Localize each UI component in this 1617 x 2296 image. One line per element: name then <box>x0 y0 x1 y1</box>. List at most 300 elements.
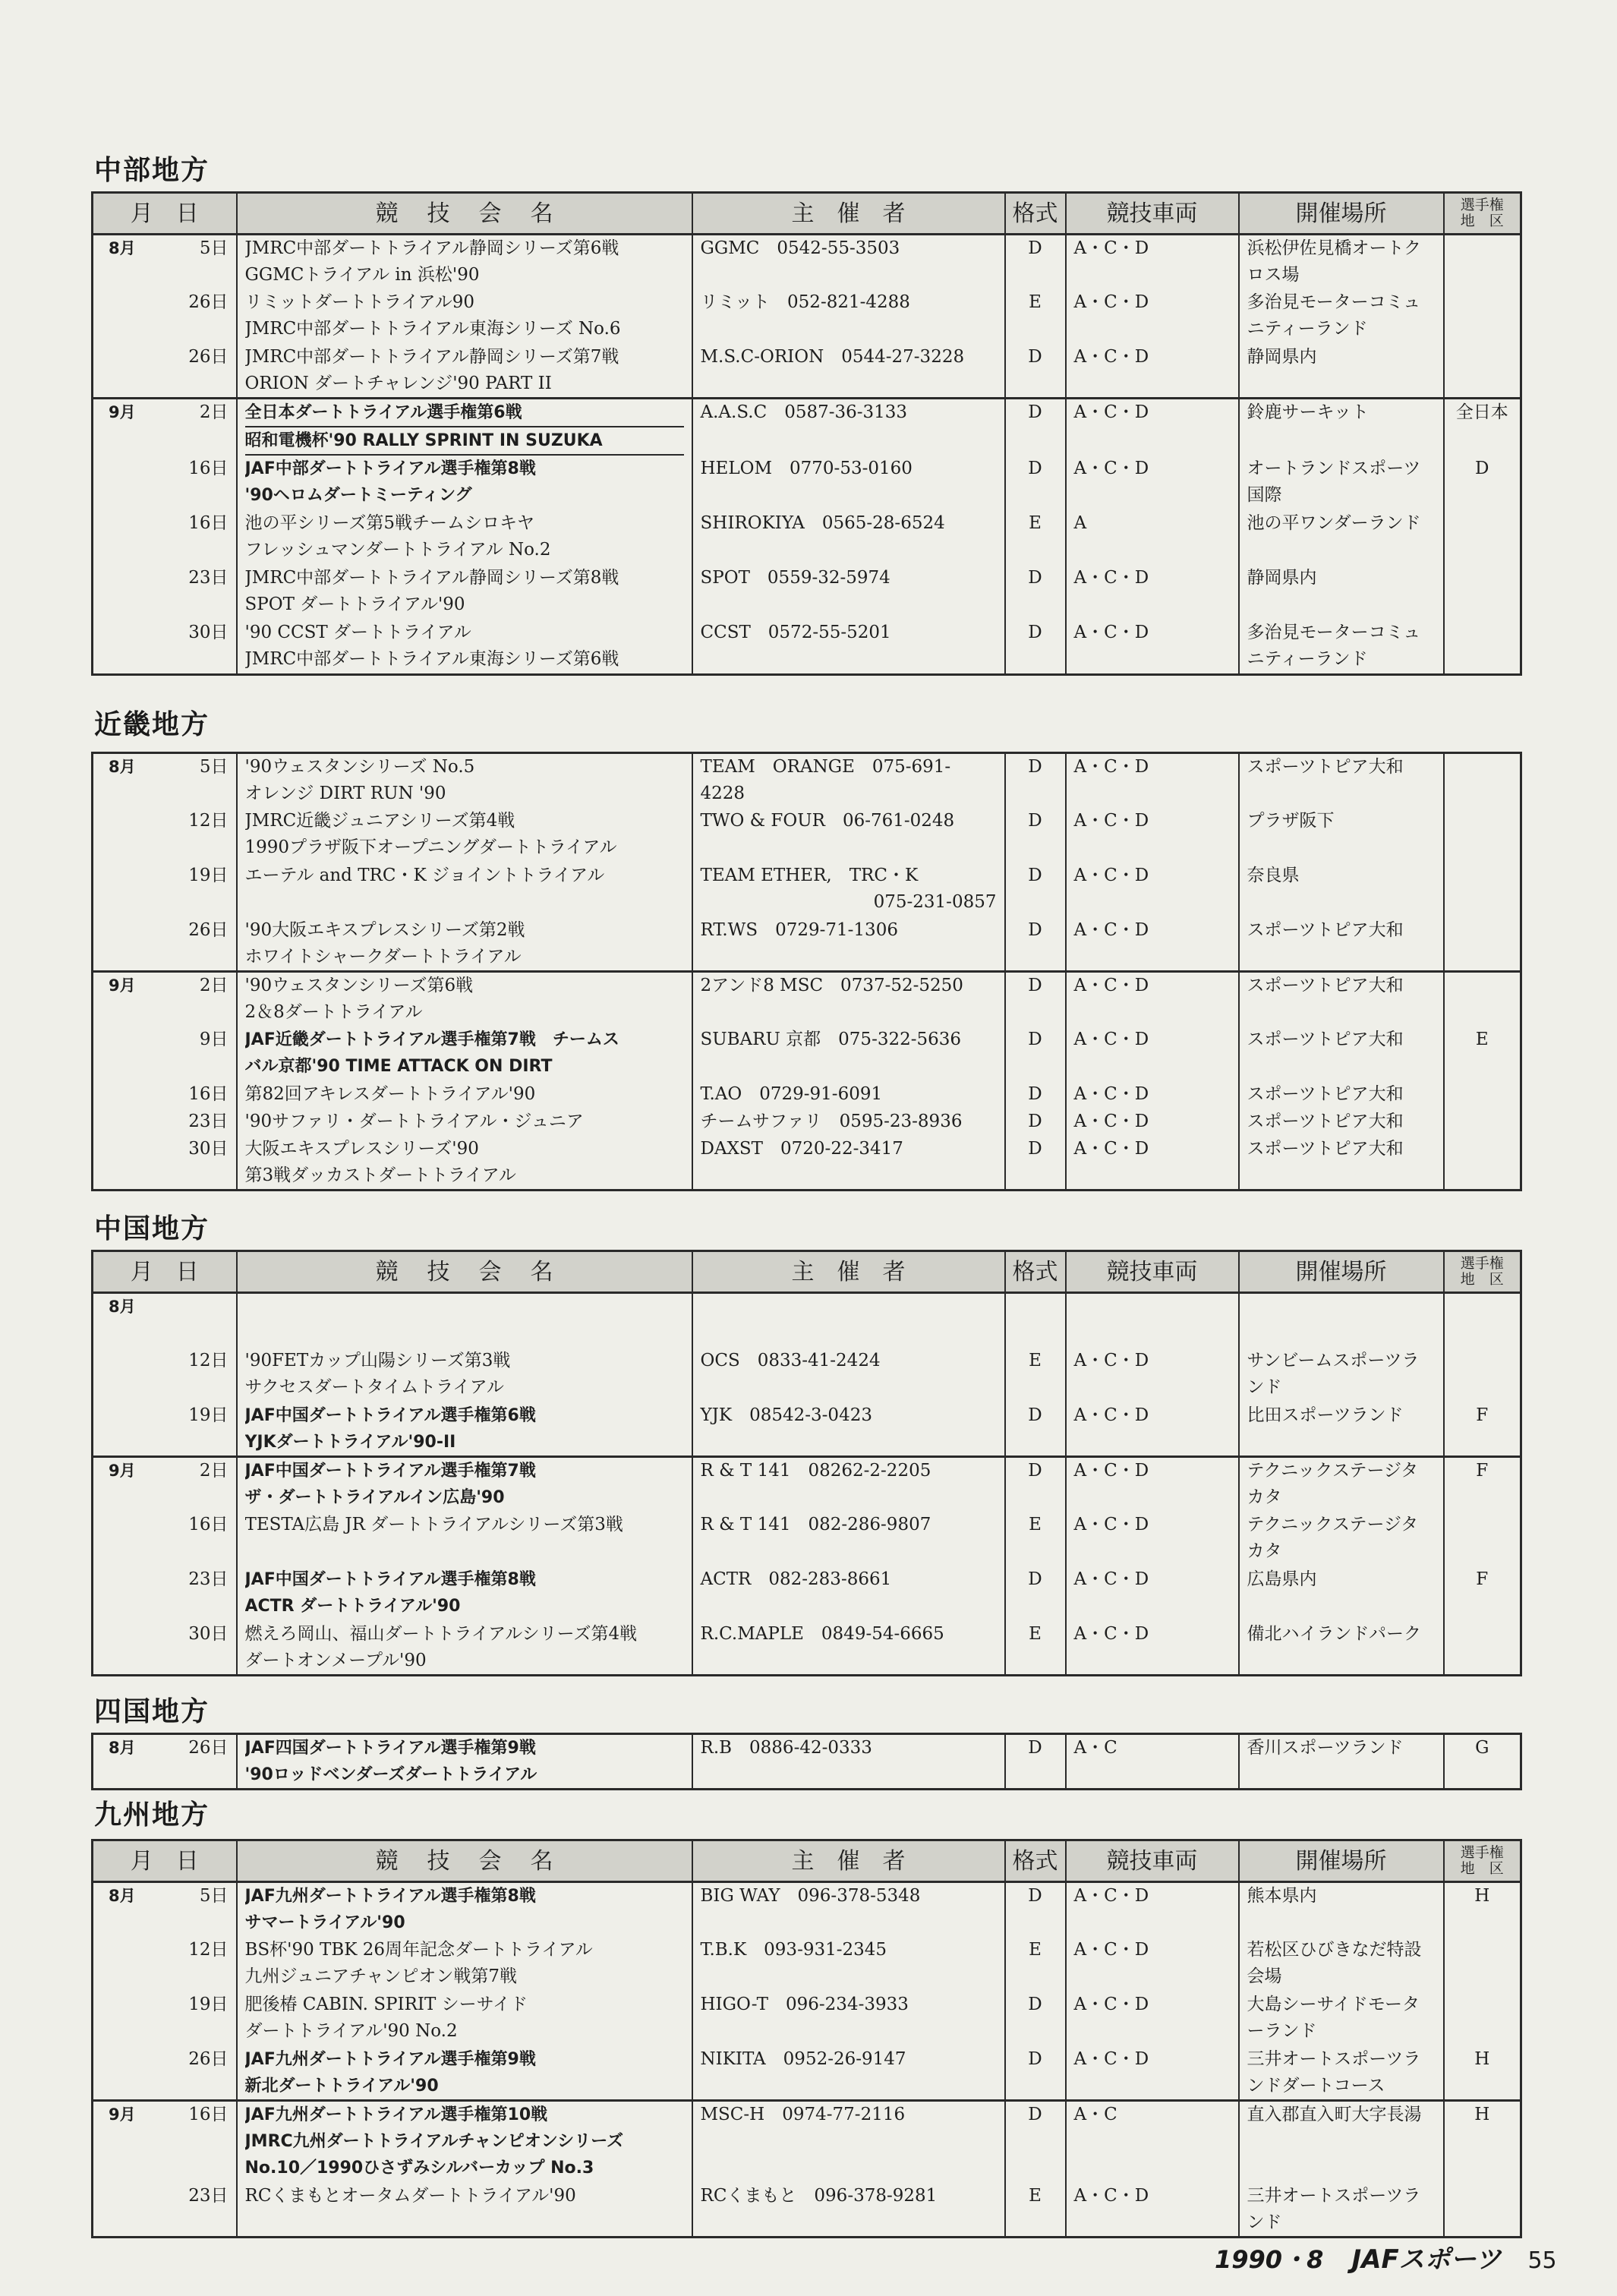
venue-cell: 多治見モーターコミュニティーランド <box>1239 289 1444 344</box>
event-name-line: サマートライアル'90 <box>244 1913 405 1932</box>
table-row <box>93 1402 1521 1457</box>
header-format: 格式 <box>1005 1840 1066 1882</box>
format-cell: D <box>1005 1081 1066 1109</box>
organizer-line: R.B 0886-42-0333 <box>700 1738 872 1758</box>
event-name-line: ホワイトシャークダートトライアル <box>244 946 522 967</box>
vehicle-class-cell: A・C・D <box>1066 2046 1239 2101</box>
championship-region-cell <box>1444 1937 1521 1992</box>
event-name-line: ACTR ダートトライアル'90 <box>244 1596 461 1616</box>
event-name-line: '90大阪エキスプレスシリーズ第2戦 <box>244 919 525 940</box>
table-row <box>93 753 1521 808</box>
table-row <box>93 1109 1521 1136</box>
day-label: 19日 <box>188 865 229 885</box>
event-name-cell <box>237 1512 692 1566</box>
championship-region-cell: E <box>1444 1027 1521 1081</box>
championship-region-cell: H <box>1444 2046 1521 2101</box>
format-cell: E <box>1005 2183 1066 2238</box>
event-name-line: BS杯'90 TBK 26周年記念ダートトライアル <box>244 1939 593 1960</box>
day-label: 5日 <box>199 1886 229 1906</box>
vehicle-class-cell: A・C・D <box>1066 917 1239 972</box>
venue-cell: 若松区ひびきなだ特設会場 <box>1239 1937 1444 1992</box>
day-label: 26日 <box>188 2048 229 2069</box>
format-cell: D <box>1005 344 1066 399</box>
table-header <box>93 1251 1521 1293</box>
event-name-line: '90ウェスタンシリーズ第6戦 <box>244 976 474 995</box>
championship-region-cell: F <box>1444 1457 1521 1512</box>
region-title: 近畿地方 <box>94 709 210 740</box>
day-label: 5日 <box>199 757 229 777</box>
championship-region-cell <box>1444 344 1521 399</box>
event-name-line: オレンジ DIRT RUN '90 <box>244 784 446 803</box>
header-champ-line1: 選手権 <box>1460 1255 1504 1272</box>
header-event: 競技会名 <box>237 193 692 235</box>
format-cell: D <box>1005 2101 1066 2183</box>
format-cell: D <box>1005 620 1066 674</box>
day-label: 2日 <box>199 976 229 995</box>
championship-region-cell: 全日本 <box>1444 399 1521 456</box>
event-name-line: GGMCトライアル in 浜松'90 <box>244 265 480 285</box>
table-row <box>93 1937 1521 1992</box>
event-name-line: JMRC中部ダートトライアル静岡シリーズ第7戦 <box>244 346 619 367</box>
championship-region-cell <box>1444 565 1521 620</box>
header-vehicles: 競技車両 <box>1066 1251 1239 1293</box>
schedule-table <box>91 1839 1522 2238</box>
organizer-cell <box>692 1457 1005 1512</box>
table-row <box>93 1136 1521 1191</box>
format-cell: E <box>1005 1512 1066 1566</box>
venue-cell: 鈴鹿サーキット <box>1239 399 1444 456</box>
event-name-line: JMRC中部ダートトライアル東海シリーズ No.6 <box>244 318 621 339</box>
header-event: 競技会名 <box>237 1251 692 1293</box>
organizer-line: R & T 141 082-286-9807 <box>700 1514 931 1534</box>
organizer-line: SUBARU 京都 075-322-5636 <box>700 1029 962 1049</box>
schedule-table <box>91 191 1522 676</box>
venue-cell: 奈良県 <box>1239 863 1444 917</box>
table-row <box>93 1027 1521 1081</box>
table-row <box>93 863 1521 917</box>
header-vehicles: 競技車両 <box>1066 1840 1239 1882</box>
day-label: 23日 <box>188 2185 229 2206</box>
venue-cell: 静岡県内 <box>1239 344 1444 399</box>
day-label: 2日 <box>199 402 229 422</box>
championship-region-cell <box>1444 1512 1521 1566</box>
region-title: 中国地方 <box>94 1213 210 1244</box>
vehicle-class-cell: A・C・D <box>1066 565 1239 620</box>
event-name-line: リミットダートトライアル90 <box>244 292 475 312</box>
championship-region-cell <box>1444 1081 1521 1109</box>
organizer-line: HIGO-T 096-234-3933 <box>700 1994 909 2014</box>
championship-region-cell: F <box>1444 1566 1521 1621</box>
day-label: 12日 <box>188 1939 229 1960</box>
venue-cell: スポーツトピア大和 <box>1239 917 1444 972</box>
event-name-line: YJKダートトライアル'90-II <box>244 1432 456 1452</box>
championship-region-cell <box>1444 1293 1521 1348</box>
table-row <box>93 344 1521 399</box>
organizer-line: NIKITA 0952-26-9147 <box>700 2048 906 2069</box>
vehicle-class-cell: A・C・D <box>1066 1457 1239 1512</box>
event-name-cell <box>237 753 692 808</box>
date-cell <box>93 510 237 565</box>
header-organizer: 主 催 者 <box>692 193 1005 235</box>
table-header <box>93 193 1521 235</box>
day-label: 5日 <box>199 238 229 258</box>
date-cell <box>93 620 237 674</box>
vehicle-class-cell: A・C・D <box>1066 1027 1239 1081</box>
event-name-cell <box>237 1293 692 1348</box>
event-name-line: ザ・ダートトライアルイン広島'90 <box>244 1488 505 1507</box>
date-cell <box>93 1937 237 1992</box>
event-name-line: 全日本ダートトライアル選手権第6戦 <box>245 399 684 427</box>
organizer-cell <box>692 2183 1005 2238</box>
date-cell <box>93 235 237 289</box>
header-championship <box>1444 1840 1521 1882</box>
day-label: 23日 <box>188 568 229 588</box>
event-name-line: 燃えろ岡山、福山ダートトライアルシリーズ第4戦 <box>244 1623 638 1644</box>
date-cell <box>93 1293 237 1348</box>
organizer-line: T.B.K 093-931-2345 <box>700 1939 887 1960</box>
event-name-line: ORION ダートチャレンジ'90 PART II <box>244 373 552 393</box>
format-cell: D <box>1005 235 1066 289</box>
event-name-line: JAF九州ダートトライアル選手権第8戦 <box>244 1887 536 1906</box>
event-name-cell <box>237 1109 692 1136</box>
header-row <box>93 1840 1521 1882</box>
vehicle-class-cell: A・C・D <box>1066 1621 1239 1676</box>
venue-cell: 多治見モーターコミュニティーランド <box>1239 620 1444 674</box>
organizer-line: リミット 052-821-4288 <box>700 292 910 312</box>
venue-cell: 比田スポーツランド <box>1239 1402 1444 1457</box>
header-championship <box>1444 193 1521 235</box>
event-name-line: フレッシュマンダートトライアル No.2 <box>244 540 551 560</box>
table-row <box>93 2046 1521 2101</box>
event-name-cell <box>237 289 692 344</box>
format-cell: E <box>1005 1621 1066 1676</box>
organizer-line: RT.WS 0729-71-1306 <box>700 919 898 940</box>
day-label: 26日 <box>188 1738 229 1758</box>
date-cell <box>93 289 237 344</box>
vehicle-class-cell: A・C・D <box>1066 1512 1239 1566</box>
event-name-line: JAF近畿ダートトライアル選手権第7戦 チームス <box>244 1030 619 1049</box>
table-body <box>93 235 1521 675</box>
table-row <box>93 510 1521 565</box>
day-label: 23日 <box>188 1569 229 1589</box>
venue-cell: 備北ハイランドパーク <box>1239 1621 1444 1676</box>
vehicle-class-cell: A・C・D <box>1066 1566 1239 1621</box>
month-label: 8月 <box>109 1739 136 1757</box>
organizer-line: A.A.S.C 0587-36-3133 <box>700 402 908 422</box>
date-cell <box>93 2046 237 2101</box>
organizer-line: RCくまもと 096-378-9281 <box>700 2185 938 2206</box>
organizer-line: ACTR 082-283-8661 <box>700 1569 892 1589</box>
venue-cell: 直入郡直入町大字長湯 <box>1239 2101 1444 2183</box>
header-format: 格式 <box>1005 193 1066 235</box>
championship-region-cell <box>1444 1109 1521 1136</box>
event-name-line: ダートトライアル'90 No.2 <box>244 2020 458 2041</box>
organizer-cell <box>692 1027 1005 1081</box>
day-label: 30日 <box>188 623 229 642</box>
event-name-cell <box>237 972 692 1027</box>
venue-cell: 三井オートスポーツランド <box>1239 2183 1444 2238</box>
header-date: 月 日 <box>93 1840 237 1882</box>
date-cell <box>93 1081 237 1109</box>
event-name-line: JAF九州ダートトライアル選手権第10戦 <box>244 2105 548 2124</box>
event-name-line: エーテル and TRC・K ジョイントトライアル <box>244 865 605 885</box>
vehicle-class-cell: A・C・D <box>1066 863 1239 917</box>
organizer-line: 4228 <box>700 784 745 803</box>
venue-cell: 三井オートスポーツランドダートコース <box>1239 2046 1444 2101</box>
event-name-line: ダートオンメープル'90 <box>244 1650 427 1670</box>
championship-region-cell <box>1444 972 1521 1027</box>
date-cell <box>93 1402 237 1457</box>
event-name-line: '90ロッドベンダーズダートトライアル <box>244 1765 537 1784</box>
championship-region-cell: G <box>1444 1734 1521 1790</box>
championship-region-cell: H <box>1444 1882 1521 1937</box>
event-name-cell <box>237 620 692 674</box>
date-cell <box>93 1621 237 1676</box>
event-name-cell <box>237 1992 692 2046</box>
event-name-cell <box>237 863 692 917</box>
venue-cell: プラザ阪下 <box>1239 808 1444 863</box>
event-name-line: 池の平シリーズ第5戦チームシロキヤ <box>244 513 534 533</box>
venue-cell: スポーツトピア大和 <box>1239 1081 1444 1109</box>
event-name-line: バル京都'90 TIME ATTACK ON DIRT <box>244 1056 553 1076</box>
vehicle-class-cell: A・C <box>1066 1734 1239 1790</box>
event-name-line: 昭和電機杯'90 RALLY SPRINT IN SUZUKA <box>245 427 684 456</box>
table-row <box>93 1882 1521 1937</box>
format-cell: E <box>1005 1937 1066 1992</box>
table-row <box>93 1734 1521 1790</box>
event-name-cell <box>237 1136 692 1191</box>
header-venue: 開催場所 <box>1239 193 1444 235</box>
date-cell <box>93 1882 237 1937</box>
event-name-line: 1990プラザ阪下オープニングダートトライアル <box>244 837 617 857</box>
event-name-line: '90サファリ・ダートトライアル・ジュニア <box>244 1111 584 1131</box>
event-name-line: JAF中国ダートトライアル選手権第8戦 <box>244 1569 536 1589</box>
format-cell: D <box>1005 863 1066 917</box>
date-cell <box>93 808 237 863</box>
event-name-cell <box>237 808 692 863</box>
format-cell: D <box>1005 1402 1066 1457</box>
day-label: 16日 <box>188 1514 229 1534</box>
header-row <box>93 193 1521 235</box>
organizer-cell <box>692 917 1005 972</box>
venue-cell: 熊本県内 <box>1239 1882 1444 1937</box>
venue-cell: オートランドスポーツ国際 <box>1239 456 1444 510</box>
date-cell <box>93 863 237 917</box>
table-row <box>93 1621 1521 1676</box>
vehicle-class-cell: A・C・D <box>1066 1402 1239 1457</box>
vehicle-class-cell: A・C・D <box>1066 808 1239 863</box>
table-row <box>93 1348 1521 1402</box>
table-row <box>93 1293 1521 1348</box>
event-name-cell <box>237 399 692 456</box>
publication-logo: JAFスポーツ <box>1351 2244 1502 2275</box>
schedule-table <box>91 1733 1522 1790</box>
event-name-line: '90FETカップ山陽シリーズ第3戦 <box>244 1350 511 1370</box>
event-name-line: 九州ジュニアチャンピオン戦第7戦 <box>244 1966 517 1986</box>
date-cell <box>93 1109 237 1136</box>
organizer-line: CCST 0572-55-5201 <box>700 623 891 642</box>
header-venue: 開催場所 <box>1239 1251 1444 1293</box>
event-name-cell <box>237 565 692 620</box>
date-cell <box>93 1457 237 1512</box>
vehicle-class-cell: A・C・D <box>1066 753 1239 808</box>
event-name-cell <box>237 2183 692 2238</box>
schedule-table <box>91 1250 1522 1676</box>
organizer-cell <box>692 510 1005 565</box>
vehicle-class-cell: A・C・D <box>1066 399 1239 456</box>
organizer-cell <box>692 808 1005 863</box>
page-footer <box>1215 2238 1557 2276</box>
event-name-cell <box>237 1457 692 1512</box>
table-row <box>93 972 1521 1027</box>
organizer-cell <box>692 1566 1005 1621</box>
organizer-cell <box>692 1734 1005 1790</box>
championship-region-cell <box>1444 863 1521 917</box>
day-label: 26日 <box>188 346 229 367</box>
event-name-line: RCくまもとオータムダートトライアル'90 <box>244 2185 576 2206</box>
table-row <box>93 2101 1521 2183</box>
date-cell <box>93 753 237 808</box>
page-number: 55 <box>1527 2247 1557 2274</box>
month-label: 9月 <box>109 403 136 421</box>
date-cell <box>93 2101 237 2183</box>
date-cell <box>93 1136 237 1191</box>
format-cell: D <box>1005 1027 1066 1081</box>
date-cell <box>93 2183 237 2238</box>
event-name-line: No.10／1990ひさずみシルバーカップ No.3 <box>244 2159 594 2178</box>
event-name-cell <box>237 1081 692 1109</box>
event-name-line: JMRC中部ダートトライアル東海シリーズ第6戦 <box>244 649 619 669</box>
event-name-line: 第3戦ダッカストダートトライアル <box>244 1165 516 1185</box>
organizer-cell <box>692 1081 1005 1109</box>
event-name-line: '90ヘロムダートミーティング <box>244 486 472 505</box>
organizer-cell <box>692 1621 1005 1676</box>
vehicle-class-cell: A・C・D <box>1066 2183 1239 2238</box>
vehicle-class-cell: A・C・D <box>1066 235 1239 289</box>
organizer-line: M.S.C-ORION 0544-27-3228 <box>700 346 965 367</box>
header-champ-line1: 選手権 <box>1460 197 1504 213</box>
format-cell: D <box>1005 808 1066 863</box>
event-name-line: JAF九州ダートトライアル選手権第9戦 <box>244 2049 536 2069</box>
header-championship <box>1444 1251 1521 1293</box>
month-label: 9月 <box>109 2105 136 2124</box>
organizer-cell <box>692 235 1005 289</box>
vehicle-class-cell: A・C・D <box>1066 1992 1239 2046</box>
month-label: 9月 <box>109 1462 136 1480</box>
day-label: 2日 <box>199 1461 229 1481</box>
header-vehicles: 競技車両 <box>1066 193 1239 235</box>
format-cell: E <box>1005 510 1066 565</box>
table-row <box>93 1081 1521 1109</box>
organizer-line: SHIROKIYA 0565-28-6524 <box>700 513 945 533</box>
day-label: 16日 <box>188 2105 229 2124</box>
format-cell: D <box>1005 1109 1066 1136</box>
event-name-cell <box>237 1566 692 1621</box>
venue-cell: テクニックステージタカタ <box>1239 1457 1444 1512</box>
format-cell: D <box>1005 399 1066 456</box>
vehicle-class-cell: A <box>1066 510 1239 565</box>
date-cell <box>93 1027 237 1081</box>
header-format: 格式 <box>1005 1251 1066 1293</box>
event-name-cell <box>237 1937 692 1992</box>
organizer-cell <box>692 620 1005 674</box>
header-champ-line2: 地 区 <box>1460 1860 1504 1877</box>
region-title: 中部地方 <box>94 155 210 186</box>
event-name-line: JMRC九州ダートトライアルチャンピオンシリーズ <box>244 2132 624 2151</box>
header-organizer: 主 催 者 <box>692 1251 1005 1293</box>
venue-cell: スポーツトピア大和 <box>1239 1109 1444 1136</box>
date-cell <box>93 565 237 620</box>
date-cell <box>93 1566 237 1621</box>
date-cell <box>93 1992 237 2046</box>
organizer-cell <box>692 289 1005 344</box>
date-cell <box>93 399 237 456</box>
date-cell <box>93 1734 237 1790</box>
date-cell <box>93 917 237 972</box>
event-name-line: 大阪エキスプレスシリーズ'90 <box>244 1138 479 1159</box>
organizer-cell <box>692 565 1005 620</box>
table-row <box>93 917 1521 972</box>
event-name-line: JAF中部ダートトライアル選手権第8戦 <box>244 459 536 478</box>
venue-cell: 大島シーサイドモーターランド <box>1239 1992 1444 2046</box>
venue-cell: サンビームスポーツランド <box>1239 1348 1444 1402</box>
event-name-cell <box>237 456 692 510</box>
event-name-cell <box>237 2101 692 2183</box>
format-cell: D <box>1005 1734 1066 1790</box>
format-cell: D <box>1005 565 1066 620</box>
event-name-line: JMRC中部ダートトライアル静岡シリーズ第8戦 <box>244 568 619 588</box>
header-row <box>93 1251 1521 1293</box>
championship-region-cell: F <box>1444 1402 1521 1457</box>
day-label: 30日 <box>188 1623 229 1644</box>
event-name-cell <box>237 1734 692 1790</box>
region-title: 九州地方 <box>94 1799 210 1831</box>
vehicle-class-cell: A・C・D <box>1066 972 1239 1027</box>
table-body <box>93 1734 1521 1790</box>
format-cell: E <box>1005 289 1066 344</box>
header-champ-line2: 地 区 <box>1460 213 1504 229</box>
venue-cell: 浜松伊佐見橋オートクロス場 <box>1239 235 1444 289</box>
vehicle-class-cell: A・C <box>1066 2101 1239 2183</box>
organizer-line: TWO & FOUR 06-761-0248 <box>700 810 955 831</box>
event-name-line: '90ウェスタンシリーズ No.5 <box>244 757 475 777</box>
vehicle-class-cell: A・C・D <box>1066 1348 1239 1402</box>
day-label: 12日 <box>188 810 229 831</box>
day-label: 23日 <box>188 1111 229 1131</box>
day-label: 26日 <box>188 919 229 940</box>
organizer-line: GGMC 0542-55-3503 <box>700 238 900 258</box>
championship-region-cell: H <box>1444 2101 1521 2183</box>
event-name-cell <box>237 235 692 289</box>
format-cell: D <box>1005 1136 1066 1191</box>
venue-cell: 静岡県内 <box>1239 565 1444 620</box>
event-name-line: JMRC中部ダートトライアル静岡シリーズ第6戦 <box>244 238 619 258</box>
event-name-line: '90 CCST ダートトライアル <box>244 623 471 642</box>
organizer-line: R & T 141 08262-2-2205 <box>700 1461 931 1481</box>
month-label: 8月 <box>109 1887 136 1905</box>
event-name-line: JAF四国ダートトライアル選手権第9戦 <box>244 1739 536 1758</box>
format-cell: D <box>1005 1882 1066 1937</box>
event-name-line: 2＆8ダートトライアル <box>244 1002 423 1022</box>
organizer-line: YJK 08542-3-0423 <box>700 1405 872 1425</box>
championship-region-cell: D <box>1444 456 1521 510</box>
format-cell: D <box>1005 1566 1066 1621</box>
organizer-cell <box>692 1348 1005 1402</box>
championship-region-cell <box>1444 620 1521 674</box>
table-row <box>93 235 1521 289</box>
organizer-cell <box>692 1992 1005 2046</box>
organizer-line: チームサファリ 0595-23-8936 <box>700 1111 963 1131</box>
